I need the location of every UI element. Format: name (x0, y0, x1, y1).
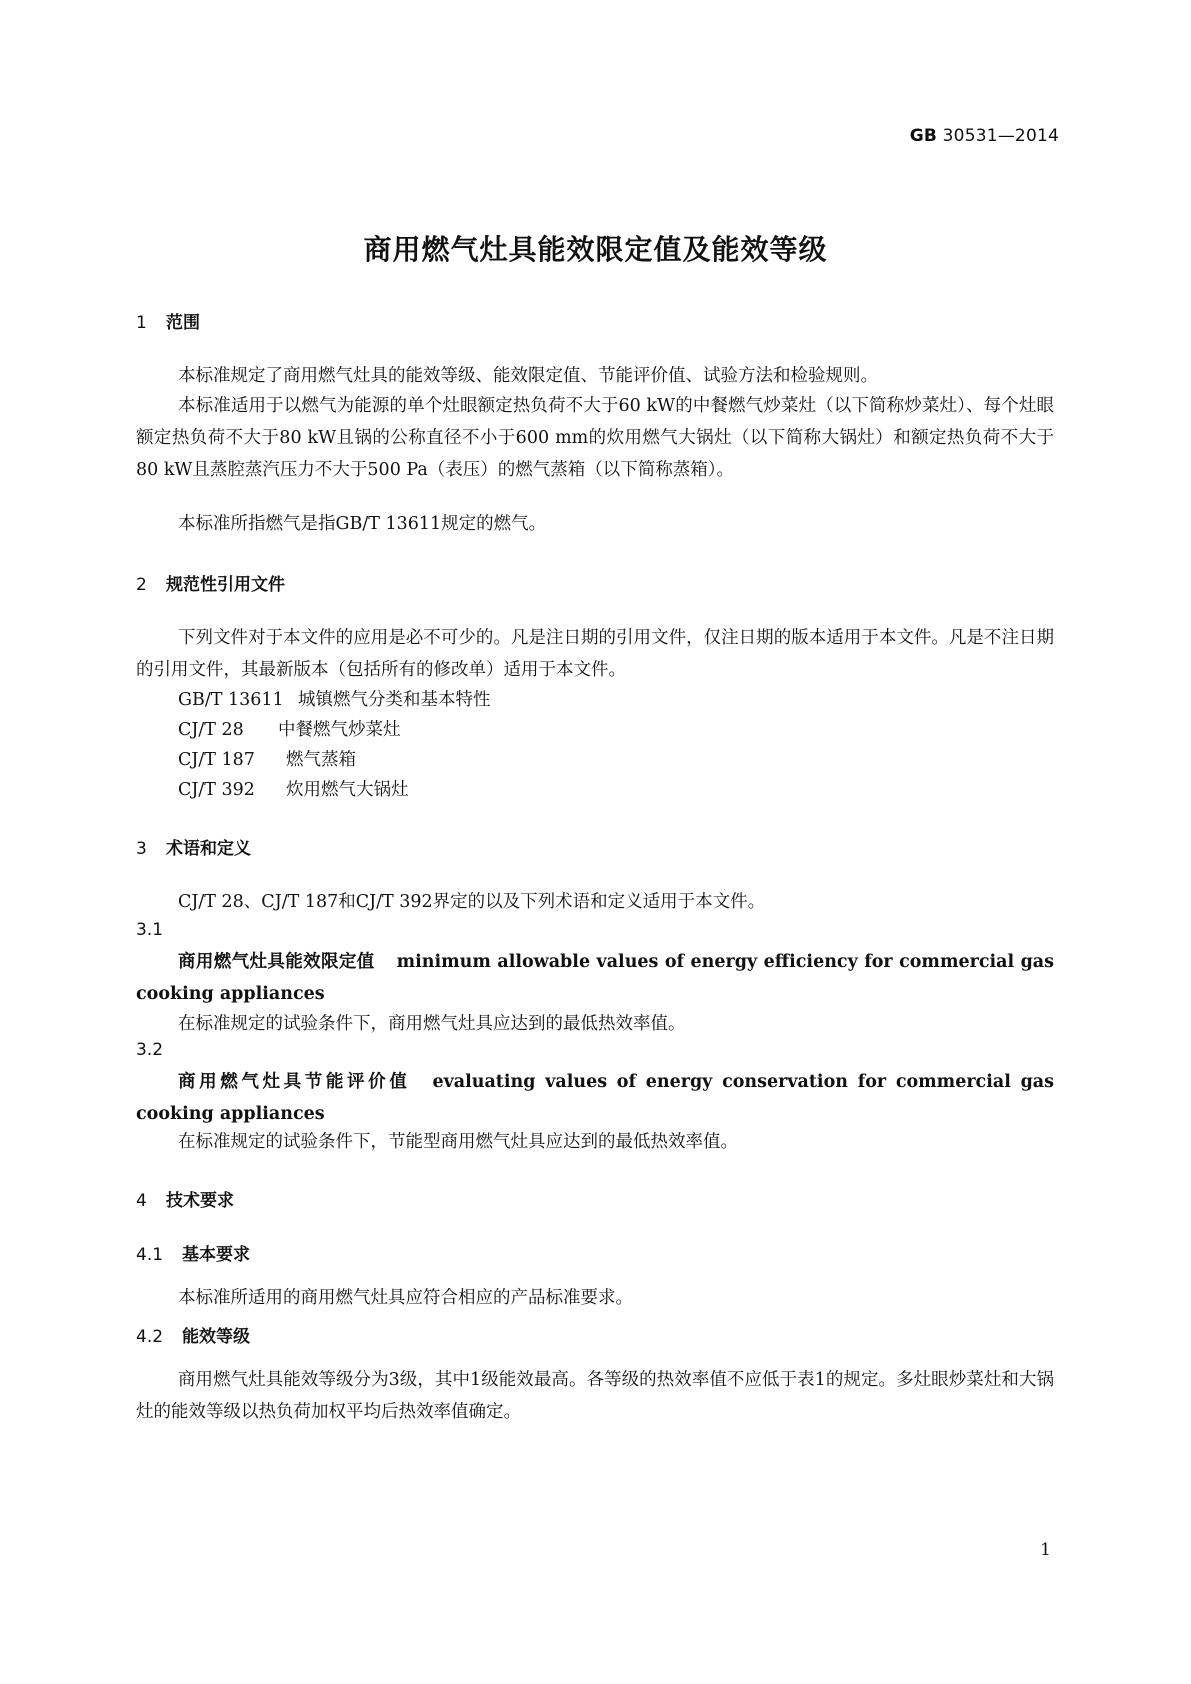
section-4-2-paragraph: 商用燃气灶具能效等级分为3级，其中1级能效最高。各等级的热效率值不应低于表1的规定。多灶眼炒菜灶和大锅灶的能效等级以热负荷加权平均后热效率值确定。 (136, 1370, 1054, 1422)
section-1-paragraph-3: 本标准所指燃气是指GB/T 13611规定的燃气。 (178, 514, 547, 534)
section-number: 3 (136, 839, 147, 859)
section-3-paragraph-1: CJ/T 28、CJ/T 187和CJ/T 392界定的以及下列术语和定义适用于本文件。 (178, 892, 766, 912)
section-1-heading (136, 308, 200, 333)
reference-title: 中餐燃气炒菜灶 (278, 720, 401, 740)
term-3-2-definition: 在标准规定的试验条件下，节能型商用燃气灶具应达到的最低热效率值。 (178, 1132, 738, 1152)
section-4-2-heading (136, 1322, 250, 1347)
section-title: 技术要求 (166, 1191, 234, 1211)
reference-item (178, 776, 409, 801)
section-3-heading (136, 834, 251, 859)
standard-number (910, 126, 1059, 146)
reference-item (178, 716, 401, 741)
section-1-paragraph-1: 本标准规定了商用燃气灶具的能效等级、能效限定值、节能评价值、试验方法和检验规则。 (178, 366, 878, 386)
section-1-paragraph-2: 本标准适用于以燃气为能源的单个灶眼额定热负荷不大于60 kW的中餐燃气炒菜灶（以下简称炒菜灶）、每个灶眼额定热负荷不大于80 kW且锅的公称直径不小于600 mm的炊用燃气大锅灶（以下简称大锅灶）和额定热负荷不大于80 kW且蒸腔蒸汽压力不大于500 Pa（表压）的燃气蒸箱（以下简称蒸箱）。 (136, 396, 1054, 480)
reference-code: CJ/T 28 (178, 720, 244, 740)
page-number: 1 (1040, 1540, 1051, 1560)
section-number: 4 (136, 1191, 147, 1211)
term-3-2 (136, 1066, 1054, 1130)
section-title: 规范性引用文件 (166, 575, 285, 595)
term-zh: 商用燃气灶具能效限定值 (178, 952, 375, 972)
reference-code: CJ/T 187 (178, 750, 255, 770)
reference-code: GB/T 13611 (178, 690, 284, 710)
section-4-1-paragraph: 本标准所适用的商用燃气灶具应符合相应的产品标准要求。 (178, 1288, 633, 1308)
term-3-1-definition: 在标准规定的试验条件下，商用燃气灶具应达到的最低热效率值。 (178, 1014, 686, 1034)
section-2-heading (136, 570, 285, 595)
section-number: 2 (136, 575, 147, 595)
section-title: 能效等级 (182, 1327, 250, 1347)
section-4-heading (136, 1186, 234, 1211)
section-title: 基本要求 (182, 1245, 250, 1265)
section-number: 4.1 (136, 1245, 164, 1265)
section-4-1-heading (136, 1240, 250, 1265)
standard-prefix: GB (909, 126, 938, 146)
section-number: 4.2 (136, 1327, 164, 1347)
document-title: 商用燃气灶具能效限定值及能效等级 (363, 233, 828, 266)
reference-title: 燃气蒸箱 (286, 750, 356, 770)
reference-title: 炊用燃气大锅灶 (286, 780, 409, 800)
term-zh: 商用燃气灶具节能评价值 (178, 1072, 411, 1092)
reference-title: 城镇燃气分类和基本特性 (298, 690, 491, 710)
reference-item (178, 686, 491, 711)
reference-item (178, 746, 356, 771)
section-title: 范围 (166, 313, 200, 333)
section-number: 1 (136, 313, 147, 333)
section-2-paragraph-1: 下列文件对于本文件的应用是必不可少的。凡是注日期的引用文件，仅注日期的版本适用于本文件。凡是不注日期的引用文件，其最新版本（包括所有的修改单）适用于本文件。 (136, 628, 1054, 680)
reference-code: CJ/T 392 (178, 780, 255, 800)
term-en: minimum allowable values of energy efficiency for commercial gas cooking appliances (136, 952, 1054, 1004)
term-en: evaluating values of energy conservation for commercial gas cooking appliances (136, 1072, 1054, 1124)
clause-3-2-number: 3.2 (136, 1040, 164, 1060)
term-3-1 (136, 946, 1054, 1010)
section-title: 术语和定义 (166, 839, 251, 859)
standard-code: 30531—2014 (942, 126, 1059, 146)
clause-3-1-number: 3.1 (136, 920, 164, 940)
